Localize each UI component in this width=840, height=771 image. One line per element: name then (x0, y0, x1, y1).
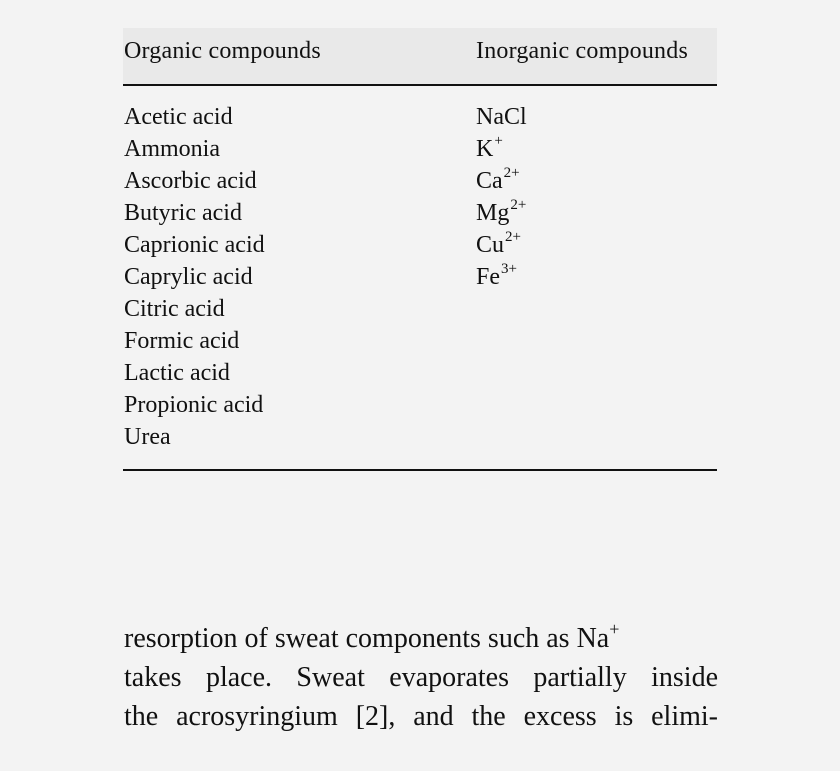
organic-compound-item: Acetic acid (124, 104, 233, 130)
body-paragraph (124, 619, 718, 736)
organic-compound-item: Propionic acid (124, 392, 264, 418)
ion-charge: 2+ (505, 229, 521, 245)
compound-symbol: NaCl (476, 104, 527, 130)
compound-symbol: Mg (476, 200, 510, 226)
organic-compound-item: Lactic acid (124, 360, 230, 386)
paragraph-line-2: takes place. Sweat evaporates partially inside (124, 662, 718, 693)
compound-symbol: Cu (476, 232, 505, 258)
organic-compound-item: Caprylic acid (124, 264, 253, 290)
paragraph-line-3: the acrosyringium [2], and the excess is elimi- (124, 701, 718, 732)
inorganic-compound-item (476, 197, 528, 229)
inorganic-compound-item (476, 229, 528, 261)
inorganic-compound-item (476, 165, 528, 197)
organic-compound-item: Urea (124, 424, 171, 450)
inorganic-compounds-list (476, 101, 528, 293)
organic-compound-item: Ascorbic acid (124, 168, 257, 194)
paragraph-line-1-text: resorption of sweat components such as Na (124, 623, 610, 654)
organic-compound-item: Caprionic acid (124, 232, 265, 258)
compound-symbol: K (476, 136, 494, 162)
organic-compounds-header: Organic compounds (124, 38, 321, 64)
organic-compound-item: Citric acid (124, 296, 225, 322)
compound-symbol: Fe (476, 264, 500, 290)
organic-compounds-list (124, 101, 265, 453)
table-top-rule (123, 84, 717, 86)
inorganic-compounds-header: Inorganic compounds (476, 38, 688, 64)
ion-charge: 2+ (510, 197, 527, 213)
compound-symbol: Ca (476, 168, 503, 194)
organic-compound-item: Ammonia (124, 136, 220, 162)
ion-charge: 3+ (501, 261, 517, 277)
table-bottom-rule (123, 469, 717, 471)
paragraph-line-1 (124, 619, 718, 658)
sodium-ion-charge: + (609, 618, 620, 639)
ion-charge: 2+ (503, 165, 520, 181)
organic-compound-item: Formic acid (124, 328, 240, 354)
organic-compound-item: Butyric acid (124, 200, 242, 226)
inorganic-compound-item (476, 133, 528, 165)
inorganic-compound-item (476, 261, 528, 293)
inorganic-compound-item (476, 101, 528, 133)
ion-charge: + (494, 133, 503, 149)
